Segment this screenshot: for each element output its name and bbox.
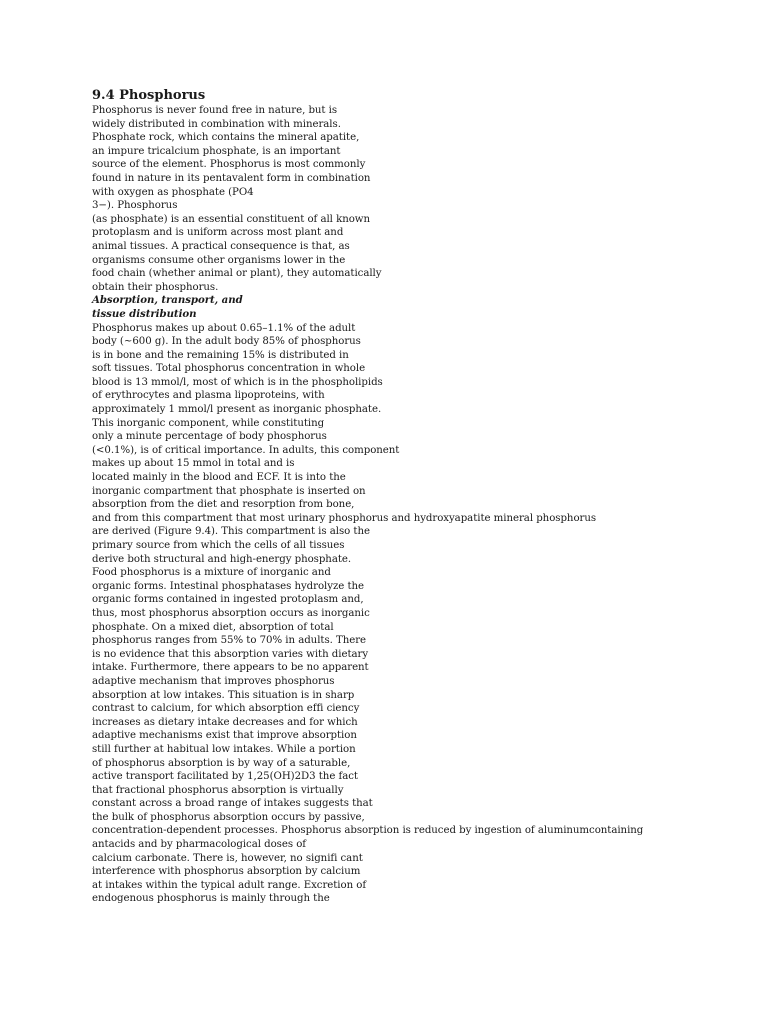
text-line: absorption at low intakes. This situation is in sharp (92, 689, 355, 701)
text-line: only a minute percentage of body phosphorus (92, 431, 327, 443)
text-line: (as phosphate) is an essential constituent of all known (92, 213, 370, 225)
text-line: phosphate. On a mixed diet, absorption of total (92, 621, 334, 633)
text-line: is in bone and the remaining 15% is distributed in (92, 349, 349, 361)
text-line: increases as dietary intake decreases and for which (92, 716, 358, 728)
text-line: of phosphorus absorption is by way of a saturable, (92, 757, 351, 769)
text-line: Phosphate rock, which contains the mineral apatite, (92, 132, 360, 144)
text-line: calcium carbonate. There is, however, no signifi cant (92, 852, 363, 864)
text-line: contrast to calcium, for which absorption effi ciency (92, 703, 360, 715)
text-line: adaptive mechanisms exist that improve absorption (92, 730, 357, 742)
text-line: body (~600 g). In the adult body 85% of phosphorus (92, 336, 361, 348)
text-line: located mainly in the blood and ECF. It is into the (92, 472, 346, 484)
text-line: an impure tricalcium phosphate, is an important (92, 145, 341, 157)
text-line: Phosphorus is never found free in nature, but is (92, 105, 338, 116)
text-line: of erythrocytes and plasma lipoproteins, with (92, 390, 325, 402)
text-line: inorganic compartment that phosphate is inserted on (92, 485, 366, 497)
sub-heading-line: tissue distribution (92, 307, 197, 320)
text-line: adaptive mechanism that improves phosphorus (92, 675, 335, 687)
section-heading: 9.4 Phosphorus (92, 88, 206, 103)
text-line: still further at habitual low intakes. While a portion (92, 743, 356, 755)
text-line: concentration-dependent processes. Phosphorus absorption is reduced by ingestion of aluminumcontaining (92, 825, 644, 837)
text-line: source of the element. Phosphorus is most commonly (92, 159, 366, 171)
text-line: antacids and by pharmacological doses of (92, 839, 306, 851)
text-line: thus, most phosphorus absorption occurs as inorganic (92, 607, 370, 619)
text-line: organisms consume other organisms lower in the (92, 254, 346, 266)
text-line: primary source from which the cells of all tissues (92, 540, 345, 551)
text-line: Food phosphorus is a mixture of inorganic and (92, 567, 331, 579)
document-page (92, 88, 752, 906)
text-line: found in nature in its pentavalent form in combination (92, 172, 371, 184)
text-line: organic forms contained in ingested protoplasm and, (92, 594, 364, 606)
text-line: obtain their phosphorus. (92, 281, 219, 293)
text-line: at intakes within the typical adult range. Excretion of (92, 879, 367, 891)
sub-heading-line: Absorption, transport, and (92, 294, 243, 307)
text-line: organic forms. Intestinal phosphatases hydrolyze the (92, 580, 364, 592)
text-line: animal tissues. A practical consequence is that, as (92, 240, 350, 252)
body-text (92, 104, 752, 906)
text-line: protoplasm and is uniform across most plant and (92, 227, 344, 239)
text-line: makes up about 15 mmol in total and is (92, 458, 295, 470)
text-line: food chain (whether animal or plant), they automatically (92, 268, 382, 280)
text-line: blood is 13 mmol/l, most of which is in the phospholipids (92, 376, 383, 388)
text-line: Phosphorus makes up about 0.65–1.1% of the adult (92, 322, 356, 334)
text-line: with oxygen as phosphate (PO4 (92, 186, 254, 198)
text-line: endogenous phosphorus is mainly through the (92, 893, 330, 905)
text-line: active transport facilitated by 1,25(OH)2D3 the fact (92, 771, 358, 783)
text-line: absorption from the diet and resorption from bone, (92, 499, 355, 511)
text-line: that fractional phosphorus absorption is virtually (92, 784, 344, 796)
text-line: are derived (Figure 9.4). This compartment is also the (92, 526, 370, 538)
text-line: derive both structural and high-energy phosphate. (92, 553, 352, 565)
text-line: intake. Furthermore, there appears to be no apparent (92, 662, 369, 674)
text-line: phosphorus ranges from 55% to 70% in adults. There (92, 635, 367, 647)
text-line: interference with phosphorus absorption by calcium (92, 866, 361, 878)
text-line: widely distributed in combination with minerals. (92, 118, 341, 130)
text-line: approximately 1 mmol/l present as inorganic phosphate. (92, 404, 382, 416)
text-line: constant across a broad range of intakes suggests that (92, 798, 373, 810)
text-line: (<0.1%), is of critical importance. In adults, this component (92, 444, 400, 456)
text-line: is no evidence that this absorption varies with dietary (92, 648, 369, 660)
text-line: This inorganic component, while constituting (92, 417, 325, 429)
text-line: soft tissues. Total phosphorus concentration in whole (92, 363, 366, 375)
text-line: the bulk of phosphorus absorption occurs by passive, (92, 811, 365, 823)
text-line: and from this compartment that most urinary phosphorus and hydroxyapatite mineral phosphorus (92, 512, 597, 524)
text-line: 3−). Phosphorus (92, 200, 178, 212)
